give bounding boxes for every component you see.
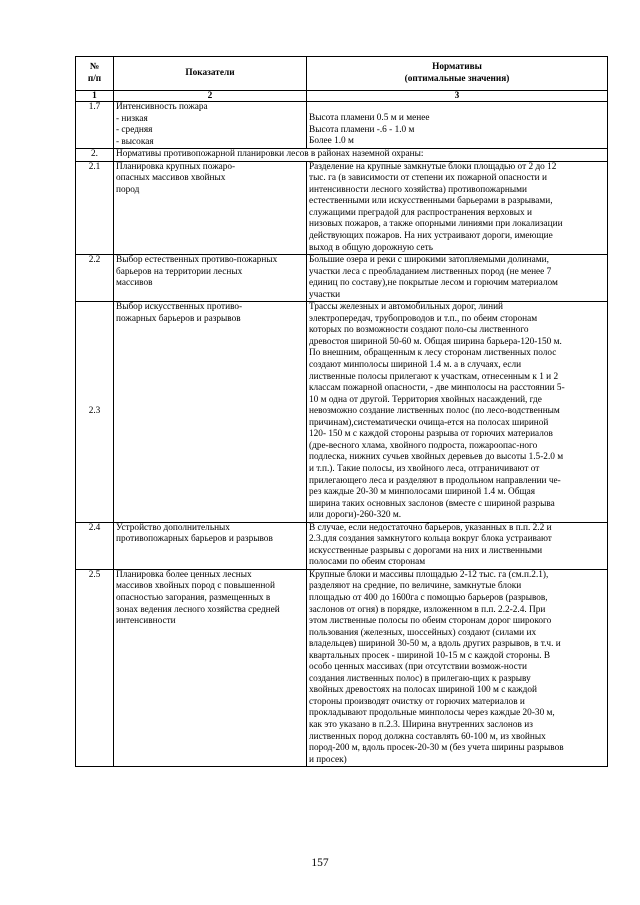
- norm-line: служащими преградой для распространения верховых и: [309, 207, 532, 218]
- norm-line: лиственные полосы прилегают к участкам, отнесенным к 1 и 2: [309, 371, 559, 382]
- norm-line: невозможно создание лиственных полос (по лесо-водственным: [309, 406, 560, 417]
- norm-line: площадью от 400 до 1600га с помощью барьеров (разрывов,: [309, 592, 548, 603]
- header-indicators: Показатели: [114, 57, 307, 91]
- indicator-line: Интенсивность пожара: [116, 102, 208, 112]
- norm-line: квартальных просек - шириной 10-15 м с каждой стороны. В: [309, 650, 551, 661]
- norm-cell: [307, 522, 608, 569]
- indicator-cell: [114, 102, 307, 149]
- norm-line: 10 м одна от другой. Территория хвойных насаждений, где: [309, 394, 542, 405]
- indicator-line: барьеров на территории лесных: [116, 266, 243, 277]
- norm-line: создают минполосы шириной 1.4 м. а в случаях, если: [309, 360, 522, 371]
- indicator-line: массивов хвойных пород с повышенной: [116, 581, 275, 592]
- indicator-line: Устройство дополнительных: [116, 522, 230, 533]
- row-number: 2.4: [76, 522, 114, 569]
- indicator-line: Планировка крупных пожаро-: [116, 161, 236, 172]
- table-row: [76, 522, 608, 569]
- row-number: 2.1: [76, 161, 114, 254]
- norm-line: как это указано в п.2.3. Ширина внутренних заслонов из: [309, 719, 533, 730]
- indicator-cell: [114, 302, 307, 522]
- norm-cell: [307, 161, 608, 254]
- indicator-line: массивов: [116, 278, 153, 289]
- indicator-line: - высокая: [116, 136, 154, 147]
- norm-line: искусственные разрывы с дорогами на них и лиственными: [309, 545, 543, 556]
- norm-line: В случае, если недостаточно барьеров, указанных в п.п. 2.2 и: [309, 522, 552, 533]
- row-number: 1.7: [76, 102, 114, 149]
- norm-line: выход в общую дорожную сеть: [309, 242, 433, 253]
- norm-line: Разделение на крупные замкнутые блоки площадью от 2 до 12: [309, 161, 557, 172]
- norm-line: 2.3.для создания замкнутого кольца вокруг блока устраивают: [309, 534, 552, 545]
- norm-line: участки: [309, 289, 341, 300]
- column-number: 3: [307, 91, 608, 102]
- table-body: [76, 102, 608, 767]
- table-row: [76, 302, 608, 522]
- norm-line: Высота пламени -.6 - 1.0 м: [309, 124, 415, 135]
- indicator-line: пород: [116, 184, 140, 195]
- table-row: [76, 102, 608, 149]
- norm-line: Крупные блоки и массивы площадью 2-12 тыс. га (см.п.2.1),: [309, 569, 549, 580]
- norm-line: особо ценных массивах (при отсутствии возмож-ности: [309, 662, 527, 673]
- table-row: [76, 149, 608, 162]
- page-number: 157: [311, 857, 329, 869]
- norm-line: создания лиственных полос) в прилегаю-щих к разрыву: [309, 673, 531, 684]
- norm-line: пород-200 м, вдоль просек-20-30 м (без учета ширины разрывов: [309, 743, 564, 754]
- norm-cell: [307, 302, 608, 522]
- norm-line: 120- 150 м с каждой стороны разрыва от горючих материалов: [309, 429, 553, 440]
- indicator-line: пожарных барьеров и разрывов: [116, 313, 241, 324]
- norm-line: хвойных древостоях на полосах шириной 100 м с каждой: [309, 685, 537, 696]
- indicator-line: Выбор искусственных противо-: [116, 302, 243, 313]
- norm-line: Трассы железных и автомобильных дорог, линий: [309, 302, 504, 313]
- norm-line: классам пожарной опасности, - две минполосы на расстоянии 5-: [309, 383, 565, 394]
- norm-line: низовых пожаров, а также опорными линиями при локализации: [309, 219, 563, 230]
- norm-line: этом лиственные полосы по обеим сторонам дорог широкого: [309, 616, 552, 627]
- norm-cell: [307, 102, 608, 149]
- norm-line: разделяют на средние, по величине, замкнутые блоки: [309, 581, 522, 592]
- norm-line: стороны производят очистку от горючих материалов и: [309, 696, 525, 707]
- norm-line: или дороги)-260-320 м.: [309, 510, 402, 521]
- header-number: № п/п: [76, 57, 114, 91]
- indicator-cell: [114, 522, 307, 569]
- section-title: Нормативы противопожарной планировки лесов в районах наземной охраны:: [114, 149, 608, 162]
- indicator-cell: [114, 161, 307, 254]
- norm-line: древостоя шириной 50-60 м. Общая ширина барьера-120-150 м.: [309, 336, 562, 347]
- indicator-line: - низкая: [116, 113, 148, 124]
- norm-cell: [307, 255, 608, 302]
- norm-line: и т.п.). Такие полосы, из хвойного леса, отграничивают от: [309, 463, 540, 474]
- norm-line: рез каждые 20-30 м минполосами шириной 1.4 м. Общая: [309, 487, 536, 498]
- norm-line: Высота пламени 0.5 м и менее: [309, 113, 430, 123]
- indicator-cell: [114, 255, 307, 302]
- indicator-line: противопожарных барьеров и разрывов: [116, 534, 273, 545]
- norm-cell: [307, 569, 608, 766]
- row-number: 2.2: [76, 255, 114, 302]
- norm-line: действующих пожаров. На них устраивают дороги, имеющие: [309, 231, 553, 242]
- indicator-cell: [114, 569, 307, 766]
- column-numbers-row: [76, 91, 608, 102]
- norm-line: единиц по составу),не покрытые лесом и горючим материалом: [309, 278, 558, 289]
- norm-line: заслонов от огня) в порядке, изложенном в п.п. 2.2-2.4. При: [309, 604, 546, 615]
- fire-planning-norms-table: [75, 56, 608, 767]
- row-number: 2.5: [76, 569, 114, 766]
- norm-line: подлеска, нижних сучьев хвойных деревьев до высоты 1.5-2.0 м: [309, 452, 564, 463]
- indicator-line: опасностью загорания, размещенных в: [116, 592, 271, 603]
- norm-line: Более 1.0 м: [309, 136, 354, 147]
- header-norms: Нормативы (оптимальные значения): [307, 57, 608, 91]
- norm-line: (дре-весного хлама, хвойного подроста, пожароопас-ного: [309, 440, 538, 451]
- norm-line: электропередач, трубопроводов и т.п., по обеим сторонам: [309, 313, 538, 324]
- norm-line: тыс. га (в зависимости от степени их пожарной опасности и: [309, 173, 547, 184]
- table-row: [76, 569, 608, 766]
- table-header-row: [76, 57, 608, 91]
- indicator-line: зонах ведения лесного хозяйства средней: [116, 604, 280, 615]
- norm-line: интенсивности лесного хозяйства) противопожарными: [309, 184, 527, 195]
- indicator-line: интенсивности: [116, 616, 176, 627]
- norm-line: лиственных пород должна составлять 60-100 м, из хвойных: [309, 731, 546, 742]
- table-row: [76, 161, 608, 254]
- norm-line: прокладывают продольные минполосы через каждые 20-30 м,: [309, 708, 555, 719]
- indicator-line: опасных массивов хвойных: [116, 173, 226, 184]
- row-number: 2.3: [76, 302, 114, 522]
- norm-line: ширина таких основных заслонов (вместе с шириной разрыва: [309, 498, 555, 509]
- column-number: 2: [114, 91, 307, 102]
- indicator-line: - средняя: [116, 125, 153, 136]
- indicator-line: Выбор естественных противо-пожарных: [116, 255, 278, 266]
- norm-line: [309, 102, 605, 113]
- indicator-line: Планировка более ценных лесных: [116, 569, 252, 580]
- row-number: 2.: [76, 149, 114, 162]
- norm-line: прилегающего леса и разделяют в продольном направлении че-: [309, 475, 561, 486]
- norm-line: владельцев) шириной 30-50 м, а вдоль других разрывов, в т.ч. и: [309, 639, 561, 650]
- norm-line: пользования (железных, шоссейных) создают (силами их: [309, 627, 537, 638]
- norm-line: Большие озера и реки с широкими затопляемыми долинами,: [309, 255, 549, 266]
- norm-line: По внешним, обращенным к лесу сторонам лиственных полос: [309, 348, 557, 359]
- column-number: 1: [76, 91, 114, 102]
- document-page: [75, 56, 607, 767]
- norm-line: причинам),систематически очища-ется на полосах шириной: [309, 417, 549, 428]
- norm-line: участки леса с преобладанием лиственных пород (не менее 7: [309, 266, 552, 277]
- norm-line: полосами по обеим сторонам: [309, 557, 426, 568]
- table-row: [76, 255, 608, 302]
- norm-line: естественными или искусственными барьерами в разрывами,: [309, 196, 553, 207]
- norm-line: и просек): [309, 754, 347, 765]
- norm-line: которых по возможности создают поло-сы лиственного: [309, 325, 529, 336]
